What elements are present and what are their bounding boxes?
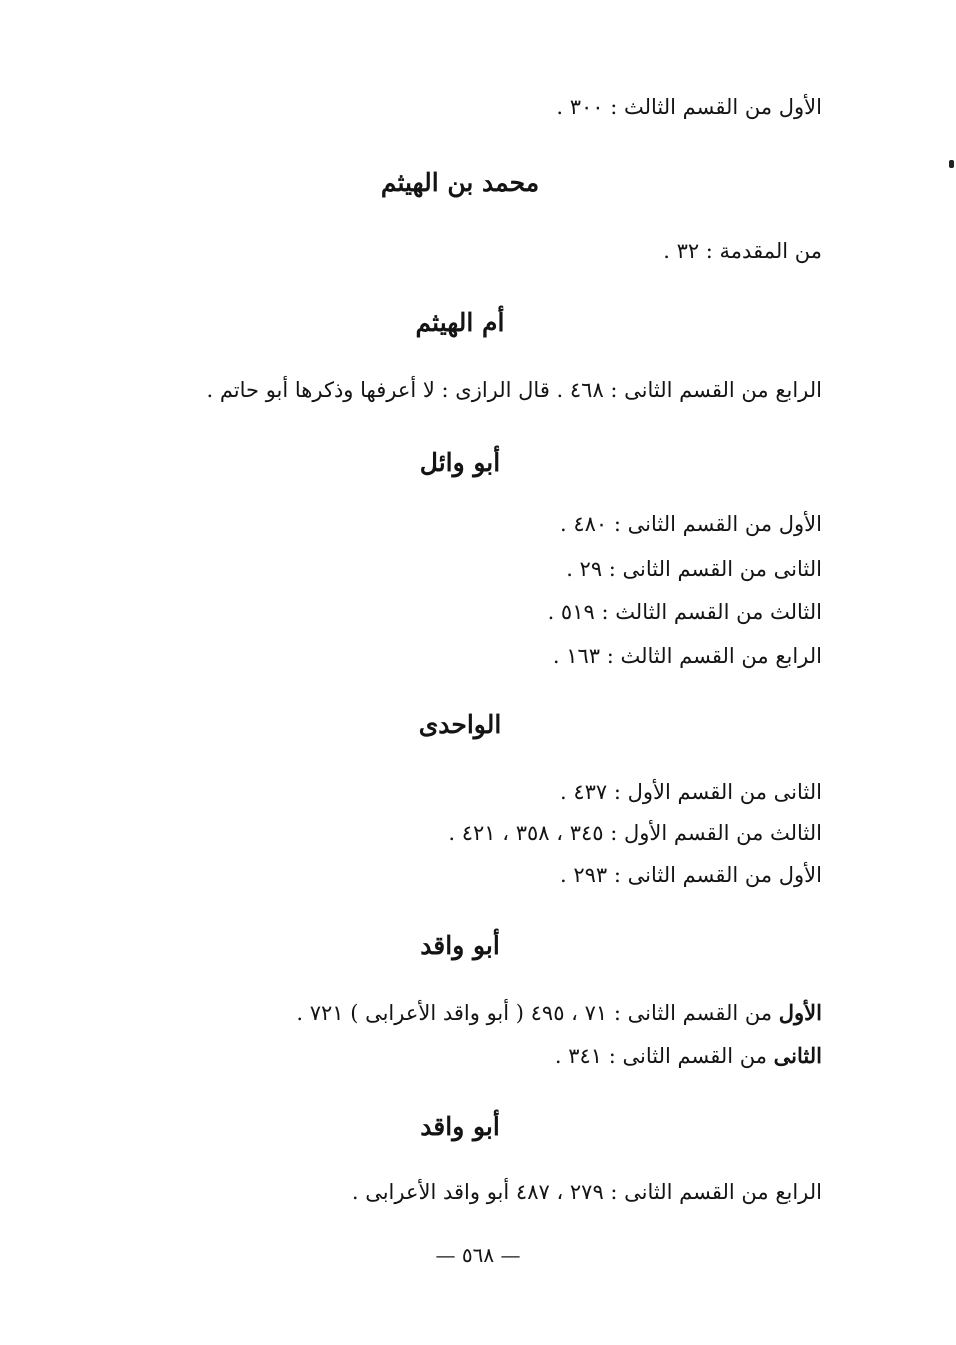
entry-line: الرابع من القسم الثانى : ٢٧٩ ، ٤٨٧ أبو واقد الأعرابى . [351, 1180, 822, 1204]
entry-line: الثانى من القسم الثانى : ٢٩ . [566, 557, 822, 581]
entry-line: الأول من القسم الثالث : ٣٠٠ . [556, 95, 822, 119]
page-number: — ٥٦٨ — [435, 1243, 521, 1267]
entry-heading: الواحدى [418, 710, 502, 739]
entry-line-rest: من القسم الثانى : ٣٤١ . [554, 1044, 774, 1068]
entry-line [296, 998, 822, 1028]
entry-heading: محمد بن الهيثم [380, 168, 540, 197]
entry-heading: أبو وائل [419, 448, 501, 477]
entry-line [555, 1041, 822, 1071]
entry-line: الرابع من القسم الثانى : ٤٦٨ . قال الرازى : لا أعرفها وذكرها أبو حاتم . [206, 378, 822, 402]
entry-line: الثالث من القسم الثالث : ٥١٩ . [547, 600, 822, 624]
entry-line-lead: الثانى [773, 1043, 822, 1068]
entry-line: الأول من القسم الثانى : ٤٨٠ . [560, 512, 822, 536]
entry-line: من المقدمة : ٣٢ . [663, 239, 822, 263]
entry-line-lead: الأول [778, 1000, 822, 1025]
entry-line: الثالث من القسم الأول : ٣٤٥ ، ٣٥٨ ، ٤٢١ . [448, 821, 822, 845]
entry-heading: أم الهيثم [415, 308, 505, 337]
scan-edge-mark [949, 160, 954, 168]
entry-line-rest: من القسم الثانى : ٧١ ، ٤٩٥ ( أبو واقد الأعرابى ) ٧٢١ . [296, 1001, 779, 1025]
entry-heading: أبو واقد [420, 1112, 500, 1141]
entry-line: الثانى من القسم الأول : ٤٣٧ . [560, 780, 822, 804]
entry-heading: أبو واقد [420, 931, 500, 960]
entry-line: الرابع من القسم الثالث : ١٦٣ . [552, 644, 822, 668]
entry-line: الأول من القسم الثانى : ٢٩٣ . [560, 863, 822, 887]
